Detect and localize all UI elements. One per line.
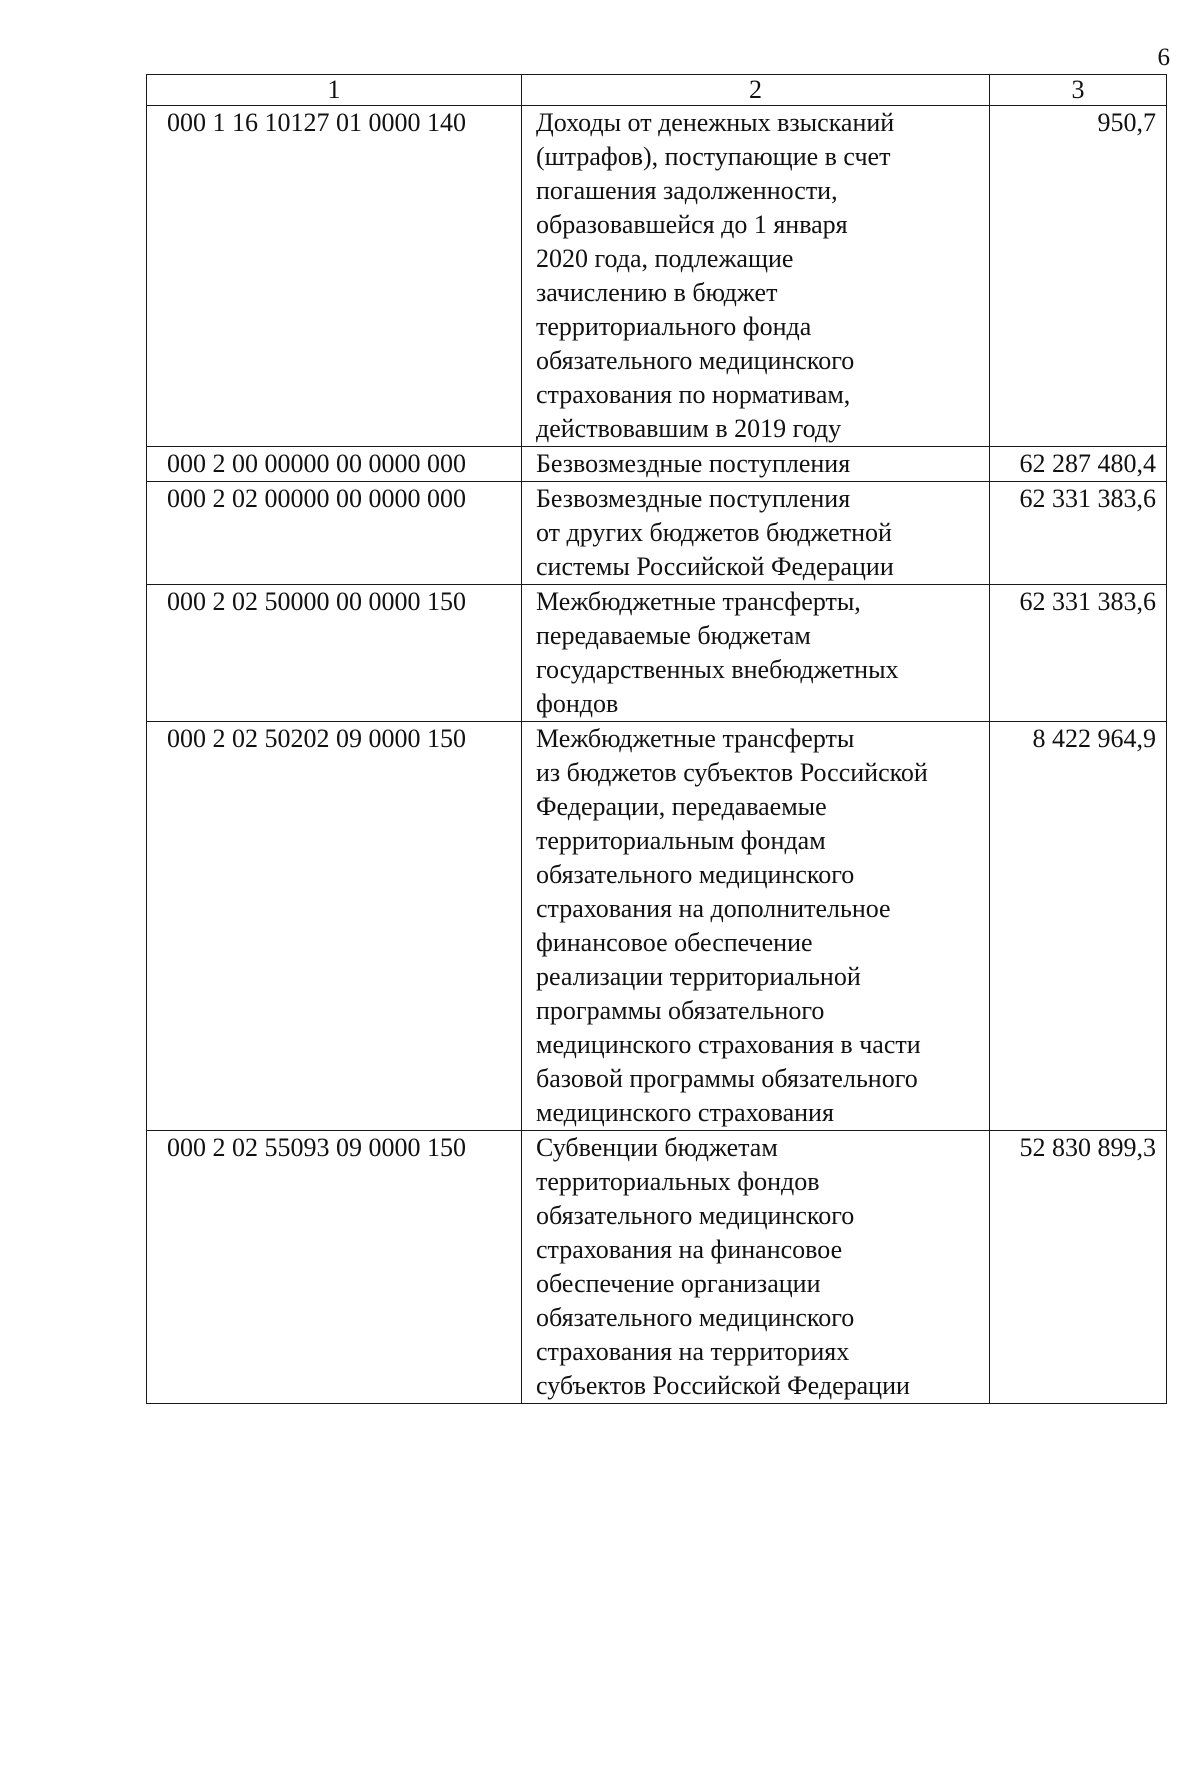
income-name-line: медицинского страхования в части xyxy=(536,1030,921,1059)
income-name-line: (штрафов), поступающие в счет xyxy=(536,142,891,171)
income-name-line: действовавшим в 2019 году xyxy=(536,414,842,443)
income-name-cell xyxy=(522,1131,990,1404)
income-name-line: зачислению в бюджет xyxy=(536,278,778,307)
income-name-line: государственных внебюджетных xyxy=(536,655,899,684)
budget-code-cell: 000 2 02 50000 00 0000 150 xyxy=(147,585,522,722)
income-name-line: территориального фонда xyxy=(536,312,812,341)
income-name-line: погашения задолженности, xyxy=(536,176,838,205)
income-name-line: 2020 года, подлежащие xyxy=(536,244,794,273)
income-name-line: из бюджетов субъектов Российской xyxy=(536,758,928,787)
income-name-line: передаваемые бюджетам xyxy=(536,621,811,650)
table-row xyxy=(147,585,1167,722)
budget-code-cell: 000 2 02 55093 09 0000 150 xyxy=(147,1131,522,1404)
income-name-line: территориальным фондам xyxy=(536,826,826,855)
budget-code-cell: 000 2 02 50202 09 0000 150 xyxy=(147,722,522,1131)
income-name-line: обязательного медицинского xyxy=(536,1303,855,1332)
income-name-line: страхования по нормативам, xyxy=(536,380,851,409)
income-name-line: реализации территориальной xyxy=(536,962,861,991)
amount-cell: 62 331 383,6 xyxy=(990,482,1167,585)
income-name-line: страхования на финансовое xyxy=(536,1235,843,1264)
income-name-line: страхования на территориях xyxy=(536,1337,850,1366)
table-row xyxy=(147,722,1167,1131)
budget-code-cell: 000 1 16 10127 01 0000 140 xyxy=(147,106,522,447)
income-name-line: территориальных фондов xyxy=(536,1167,820,1196)
income-name-line: Федерации, передаваемые xyxy=(536,792,827,821)
amount-cell: 62 331 383,6 xyxy=(990,585,1167,722)
budget-code-cell: 000 2 00 00000 00 0000 000 xyxy=(147,447,522,482)
income-name-line: обязательного медицинского xyxy=(536,346,855,375)
income-name-line: Межбюджетные трансферты, xyxy=(536,587,861,616)
income-name-cell xyxy=(522,447,990,482)
income-name-line: Доходы от денежных взысканий xyxy=(536,108,895,137)
table-row xyxy=(147,482,1167,585)
header-col-code: 1 xyxy=(147,75,522,106)
income-name-line: образовавшейся до 1 января xyxy=(536,210,848,239)
revenue-table xyxy=(146,74,1167,1404)
header-col-amount: 3 xyxy=(990,75,1167,106)
budget-code-cell: 000 2 02 00000 00 0000 000 xyxy=(147,482,522,585)
income-name-line: Межбюджетные трансферты xyxy=(536,724,855,753)
amount-cell: 62 287 480,4 xyxy=(990,447,1167,482)
income-name-line: страхования на дополнительное xyxy=(536,894,891,923)
income-name-line: медицинского страхования xyxy=(536,1098,834,1127)
table-row xyxy=(147,1131,1167,1404)
table-row xyxy=(147,106,1167,447)
income-name-line: обеспечение организации xyxy=(536,1269,821,1298)
amount-cell: 950,7 xyxy=(990,106,1167,447)
page-number: 6 xyxy=(1157,44,1170,71)
table-body xyxy=(147,106,1167,1404)
income-name-line: Субвенции бюджетам xyxy=(536,1133,778,1162)
income-name-cell xyxy=(522,106,990,447)
header-row xyxy=(147,75,1167,106)
table-header xyxy=(147,75,1167,106)
income-name-line: обязательного медицинского xyxy=(536,1201,855,1230)
income-name-line: программы обязательного xyxy=(536,996,825,1025)
amount-cell: 52 830 899,3 xyxy=(990,1131,1167,1404)
amount-cell: 8 422 964,9 xyxy=(990,722,1167,1131)
income-name-line: Безвозмездные поступления xyxy=(536,484,851,513)
income-name-line: системы Российской Федерации xyxy=(536,552,894,581)
income-name-line: финансовое обеспечение xyxy=(536,928,813,957)
income-name-cell xyxy=(522,482,990,585)
income-name-cell xyxy=(522,585,990,722)
income-name-line: субъектов Российской Федерации xyxy=(536,1371,910,1400)
income-name-cell xyxy=(522,722,990,1131)
header-col-name: 2 xyxy=(522,75,990,106)
table-row xyxy=(147,447,1167,482)
income-name-line: Безвозмездные поступления xyxy=(536,449,851,478)
income-name-line: обязательного медицинского xyxy=(536,860,855,889)
income-name-line: от других бюджетов бюджетной xyxy=(536,518,892,547)
income-name-line: базовой программы обязательного xyxy=(536,1064,918,1093)
income-name-line: фондов xyxy=(536,689,619,718)
